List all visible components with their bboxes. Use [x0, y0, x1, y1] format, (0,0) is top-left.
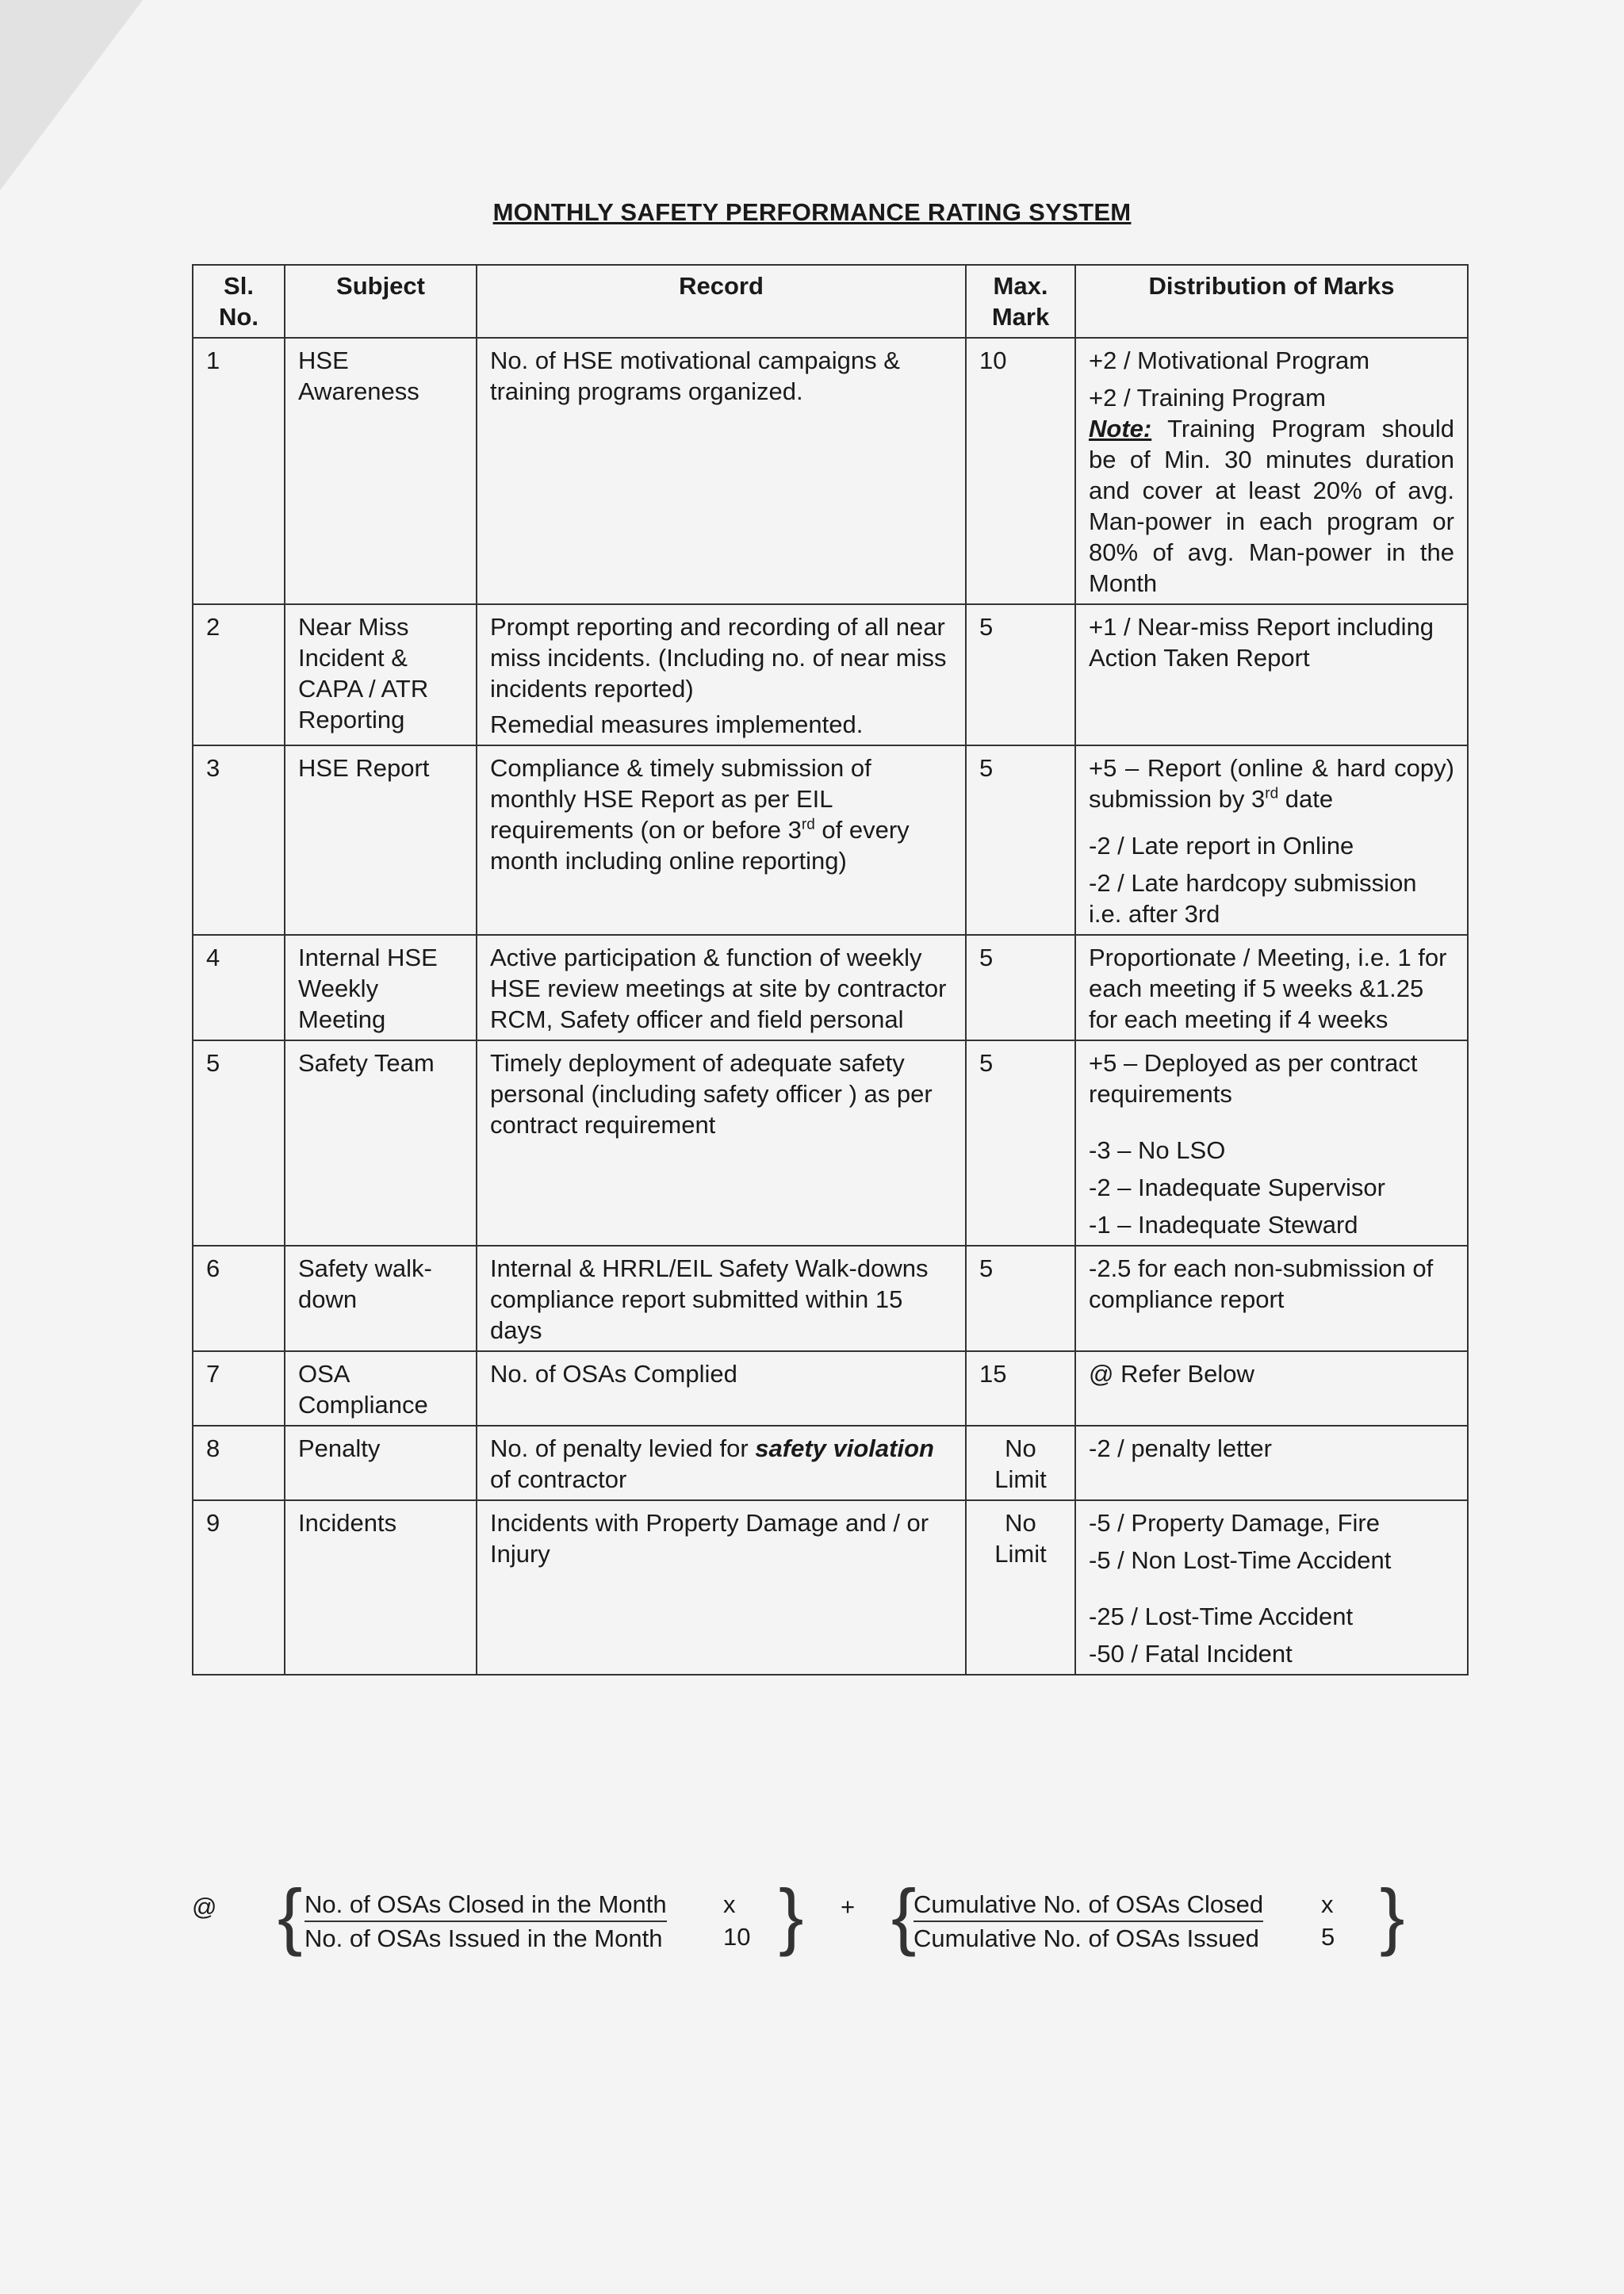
distribution-line: -25 / Lost-Time Accident [1089, 1603, 1354, 1630]
max-line2: Limit [994, 1465, 1047, 1493]
distribution-line: -2 / penalty letter [1089, 1434, 1272, 1462]
fraction-denominator: Cumulative No. of OSAs Issued [914, 1924, 1259, 1952]
note-label: Note: [1089, 415, 1152, 442]
fraction-numerator: No. of OSAs Closed in the Month [304, 1888, 667, 1922]
table-row [193, 1246, 1468, 1351]
cell-subject: Near Miss Incident & CAPA / ATR Reporting [285, 604, 477, 745]
header-subject: Subject [285, 265, 477, 338]
cell-subject: OSA Compliance [285, 1351, 477, 1426]
cell-sl: 5 [193, 1040, 285, 1246]
spacer [1089, 1576, 1454, 1601]
header-record: Record [477, 265, 966, 338]
fraction-numerator: Cumulative No. of OSAs Closed [914, 1888, 1263, 1922]
cell-record: No. of HSE motivational campaigns & training programs organized. [477, 338, 966, 604]
cell-max: 15 [966, 1351, 1075, 1426]
header-distribution: Distribution of Marks [1075, 265, 1468, 338]
cell-distribution [1075, 1500, 1468, 1675]
formula-at-sign: @ [192, 1893, 217, 1921]
cell-sl: 2 [193, 604, 285, 745]
cell-subject: Penalty [285, 1426, 477, 1500]
header-sl-line2: No. [219, 303, 259, 331]
table-row [193, 935, 1468, 1040]
osa-cumulative-fraction [914, 1888, 1335, 1955]
cell-distribution [1075, 1426, 1468, 1500]
cell-max: 5 [966, 1040, 1075, 1246]
distribution-line: -2 – Inadequate Supervisor [1089, 1174, 1385, 1201]
record-line: Prompt reporting and recording of all near miss incidents. (Including no. of near miss incidents reported) [490, 613, 947, 703]
cell-sl: 8 [193, 1426, 285, 1500]
distribution-text: date [1278, 785, 1334, 813]
osa-formula [192, 1874, 1467, 1963]
header-max-line1: Max. [993, 272, 1048, 300]
distribution-line: -2.5 for each non-submission of compliance report [1089, 1254, 1434, 1313]
distribution-line: +1 / Near-miss Report including Action Taken Report [1089, 613, 1434, 672]
distribution-line: +5 – Deployed as per contract requirements [1089, 1049, 1418, 1108]
record-text: Compliance & timely submission of monthly HSE Report as per EIL requirements (on or before 3 [490, 754, 871, 844]
document-title: MONTHLY SAFETY PERFORMANCE RATING SYSTEM [492, 198, 1132, 226]
cell-max: 5 [966, 935, 1075, 1040]
table-row [193, 1040, 1468, 1246]
table-row [193, 745, 1468, 935]
right-brace: } [1380, 1874, 1405, 1957]
superscript: rd [1265, 785, 1279, 802]
header-max-line2: Mark [991, 303, 1050, 331]
page-fold [0, 0, 143, 190]
table-row [193, 338, 1468, 604]
max-line1: No [1005, 1434, 1036, 1462]
cell-distribution [1075, 1246, 1468, 1351]
record-emphasis: safety violation [755, 1434, 934, 1462]
header-max-mark [966, 265, 1075, 338]
right-brace: } [779, 1874, 804, 1957]
note-text: Training Program should be of Min. 30 minutes duration and cover at least 20% of avg. Man-power in each program or 80% of avg. Man-power in the Month [1089, 415, 1454, 597]
multiplier: x 5 [1321, 1890, 1335, 1951]
cell-subject: Incidents [285, 1500, 477, 1675]
distribution-line: -5 / Non Lost-Time Accident [1089, 1546, 1392, 1574]
spacer [1089, 814, 1454, 830]
cell-record: Timely deployment of adequate safety personal (including safety officer ) as per contract requirement [477, 1040, 966, 1246]
max-line2: Limit [994, 1540, 1047, 1568]
cell-record: Internal & HRRL/EIL Safety Walk-downs compliance report submitted within 15 days [477, 1246, 966, 1351]
fraction-denominator: No. of OSAs Issued in the Month [304, 1924, 663, 1952]
distribution-line: -5 / Property Damage, Fire [1089, 1509, 1380, 1537]
table-row [193, 1351, 1468, 1426]
table-row [193, 1426, 1468, 1500]
distribution-line: @ Refer Below [1089, 1360, 1254, 1388]
distribution-line: -2 / Late report in Online [1089, 832, 1354, 860]
cell-sl: 9 [193, 1500, 285, 1675]
distribution-line: +2 / Training Program [1089, 384, 1326, 412]
superscript: rd [801, 816, 815, 833]
training-note [1089, 413, 1454, 599]
left-brace: { [891, 1874, 917, 1957]
cell-record: Incidents with Property Damage and / or Injury [477, 1500, 966, 1675]
osa-month-fraction [304, 1888, 751, 1955]
distribution-line: Proportionate / Meeting, i.e. 1 for each meeting if 5 weeks &1.25 for each meeting if 4 weeks [1089, 944, 1447, 1033]
header-sl-line1: Sl. [224, 272, 254, 300]
distribution-line: +2 / Motivational Program [1089, 347, 1370, 374]
cell-record [477, 1426, 966, 1500]
spacer [1089, 1109, 1454, 1135]
header-sl [193, 265, 285, 338]
cell-sl: 1 [193, 338, 285, 604]
cell-max: 10 [966, 338, 1075, 604]
left-brace: { [278, 1874, 303, 1957]
cell-subject: Safety walk-down [285, 1246, 477, 1351]
table-header-row [193, 265, 1468, 338]
distribution-line: -2 / Late hardcopy submission i.e. after 3rd [1089, 869, 1417, 928]
cell-record: Active participation & function of weekly HSE review meetings at site by contractor RCM, Safety officer and field personal [477, 935, 966, 1040]
cell-subject: Internal HSE Weekly Meeting [285, 935, 477, 1040]
cell-distribution [1075, 1351, 1468, 1426]
cell-subject: HSE Awareness [285, 338, 477, 604]
distribution-line [1089, 753, 1454, 814]
cell-max [966, 1500, 1075, 1675]
cell-distribution [1075, 1040, 1468, 1246]
cell-max: 5 [966, 745, 1075, 935]
cell-subject: HSE Report [285, 745, 477, 935]
record-text: of every month including online reporting) [490, 816, 910, 875]
cell-max: 5 [966, 1246, 1075, 1351]
plus-sign: + [841, 1893, 856, 1921]
cell-sl: 7 [193, 1351, 285, 1426]
distribution-line: -1 – Inadequate Steward [1089, 1211, 1358, 1239]
cell-distribution [1075, 604, 1468, 745]
table-row [193, 1500, 1468, 1675]
cell-subject: Safety Team [285, 1040, 477, 1246]
distribution-line: -50 / Fatal Incident [1089, 1640, 1293, 1668]
cell-record [477, 604, 966, 745]
cell-max: 5 [966, 604, 1075, 745]
cell-record: No. of OSAs Complied [477, 1351, 966, 1426]
table-row [193, 604, 1468, 745]
cell-record [477, 745, 966, 935]
cell-distribution [1075, 338, 1468, 604]
rating-table [192, 264, 1469, 1676]
cell-distribution [1075, 745, 1468, 935]
cell-distribution [1075, 935, 1468, 1040]
record-text: No. of penalty levied for [490, 1434, 756, 1462]
distribution-text: +5 – Report (online & hard copy) submission by 3 [1089, 754, 1454, 813]
distribution-line: -3 – No LSO [1089, 1136, 1226, 1164]
multiplier: x 10 [723, 1890, 751, 1951]
max-line1: No [1005, 1509, 1036, 1537]
cell-sl: 4 [193, 935, 285, 1040]
cell-sl: 3 [193, 745, 285, 935]
record-text: of contractor [490, 1465, 627, 1493]
record-line: Remedial measures implemented. [490, 710, 864, 738]
cell-sl: 6 [193, 1246, 285, 1351]
cell-max [966, 1426, 1075, 1500]
